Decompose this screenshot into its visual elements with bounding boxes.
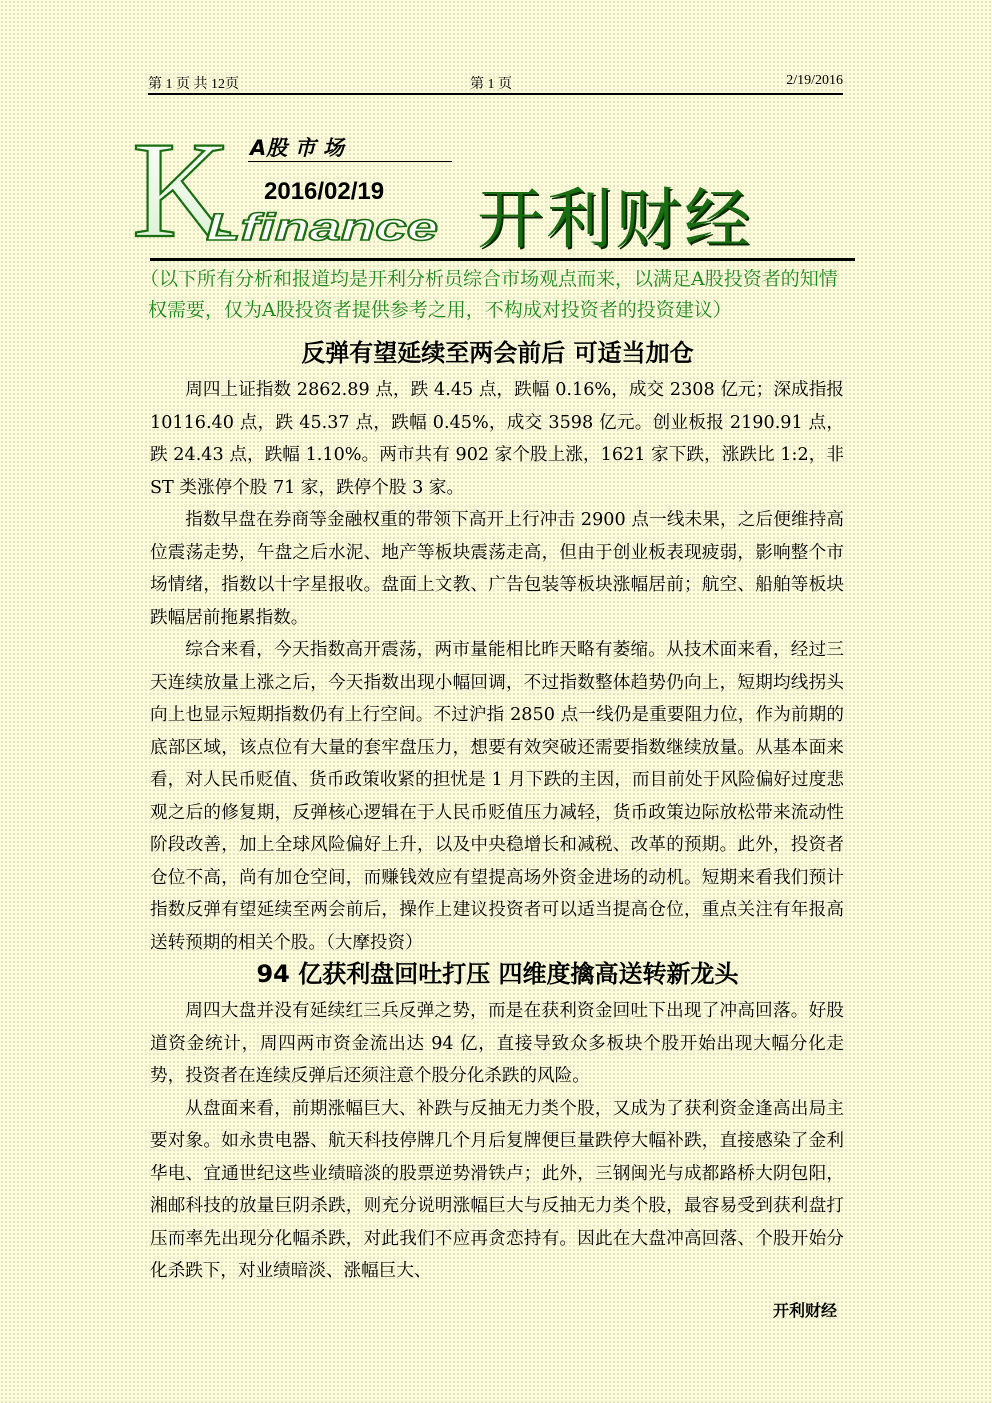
article-title: 反弹有望延续至两会前后 可适当加仓 (301, 339, 694, 367)
article-body (150, 995, 844, 1288)
page-number: 第 1 页 (470, 77, 512, 92)
page-info: 第 1 页 共 12页 (148, 77, 239, 92)
finance-logo (206, 206, 442, 246)
market-label: A股 市 场 (250, 136, 344, 160)
brand-title: 开利财经 (477, 181, 753, 258)
paragraph: 周四上证指数 2862.89 点，跌 4.45 点，跌幅 0.16%，成交 2308 亿元；深成指报 10116.40 点，跌 45.37 点，跌幅 0.45%，成交 3598 亿元。创业板报 2190.91 点，跌 24.43 点，跌幅 1.10%。两市共有 902 家个股上涨，1621 家下跌，涨跌比 1:2，非 ST 类涨停个股 71 家，跌停个股 3 家。 (150, 380, 844, 498)
masthead-date: 2016/02/19 (264, 178, 385, 205)
article-title: 94 亿获利盘回吐打压 四维度擒高送转新龙头 (256, 960, 739, 988)
masthead-rule (150, 258, 855, 261)
header-date: 2/19/2016 (786, 73, 843, 88)
footer-brand: 开利财经 (773, 1301, 838, 1320)
disclaimer: （以下所有分析和报道均是开利分析员综合市场观点而来，以满足A股投资者的知情权需要，仅为A股投资者提供参考之用，不构成对投资者的投资建议） (140, 268, 838, 321)
paragraph: 周四大盘并没有延续红三兵反弹之势，而是在获利资金回吐下出现了冲高回落。好股道资金统计，周四两市资金流出达 94 亿，直接导致众多板块个股开始出现大幅分化走势，投资者在连续反弹后还须注意个股分化杀跌的风险。 (150, 1001, 844, 1086)
svg-text:Lfinance: Lfinance (206, 207, 438, 246)
svg-text:K: K (132, 128, 232, 243)
masthead (132, 128, 852, 258)
paragraph: 从盘面来看，前期涨幅巨大、补跌与反抽无力类个股，又成为了获利资金逢高出局主要对象。如永贵电器、航天科技停牌几个月后复牌便巨量跌停大幅补跌，直接感染了金利华电、宜通世纪这些业绩暗淡的股票逆势滑铁卢；此外，三钢闽光与成都路桥大阴包阳，湘邮科技的放量巨阴杀跌，则充分说明涨幅巨大与反抽无力类个股，最容易受到获利盘打压而率先出现分化幅杀跌，对此我们不应再贪恋持有。因此在大盘冲高回落、个股开始分化杀跌下，对业绩暗淡、涨幅巨大、 (150, 1098, 844, 1281)
paragraph: 综合来看，今天指数高开震荡，两市量能相比昨天略有萎缩。从技术面来看，经过三天连续放量上涨之后，今天指数出现小幅回调，不过指数整体趋势仍向上，短期均线拐头向上也显示短期指数仍有上行空间。不过沪指 2850 点一线仍是重要阻力位，作为前期的底部区域，该点位有大量的套牢盘压力，想要有效突破还需要指数继续放量。从基本面来看，对人民币贬值、货币政策收紧的担忧是 1 月下跌的主因，而目前处于风险偏好过度悲观之后的修复期，反弹核心逻辑在于人民币贬值压力减轻，货币政策边际放松带来流动性阶段改善，加上全球风险偏好上升，以及中央稳增长和减税、改革的预期。此外，投资者仓位不高，尚有加仓空间，而赚钱效应有望提高场外资金进场的动机。短期来看我们预计指数反弹有望延续至两会前后，操作上建议投资者可以适当提高仓位，重点关注有年报高送转预期的相关个股。（大摩投资） (150, 640, 844, 953)
paragraph: 指数早盘在券商等金融权重的带领下高开上行冲击 2900 点一线未果，之后便维持高位震荡走势，午盘之后水泥、地产等板块震荡走高，但由于创业板表现疲弱，影响整个市场情绪，指数以十字星报收。盘面上文教、广告包装等板块涨幅居前；航空、船舶等板块跌幅居前拖累指数。 (150, 510, 844, 628)
divider (248, 161, 452, 162)
page-header (148, 71, 843, 95)
article-body (150, 374, 844, 959)
